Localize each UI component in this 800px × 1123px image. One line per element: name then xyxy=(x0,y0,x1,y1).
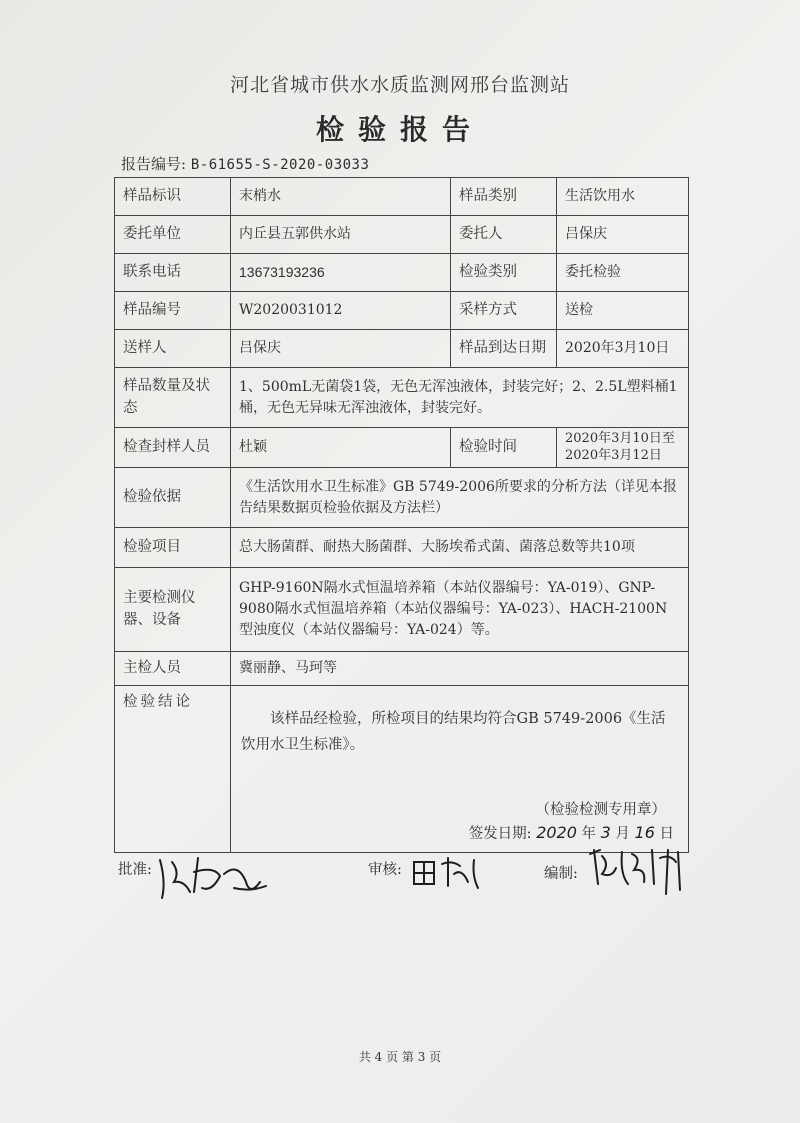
issue-month: 3 xyxy=(600,823,611,843)
instruments-label: 主要检测仪器、设备 xyxy=(115,568,231,652)
approve-label: 批准: xyxy=(118,862,152,878)
approve-signature xyxy=(154,852,274,902)
principal-value: 吕保庆 xyxy=(557,216,689,254)
table-row xyxy=(115,368,689,428)
test-time-end: 2020年3月12日 xyxy=(565,447,662,463)
issue-day-unit: 日 xyxy=(659,826,674,843)
compile-signature xyxy=(584,844,694,900)
inspector-label: 主检人员 xyxy=(115,652,231,686)
review-label: 审核: xyxy=(368,862,402,878)
report-title: 检验报告 xyxy=(315,113,484,146)
report-number-line xyxy=(121,153,369,174)
sample-no-label: 样品编号 xyxy=(115,292,231,330)
sample-type-label: 样品类别 xyxy=(451,178,557,216)
table-row xyxy=(115,330,689,368)
sample-type-value: 生活饮用水 xyxy=(557,178,689,216)
issue-year: 2020 xyxy=(536,823,577,843)
test-time-start: 2020年3月10日至 xyxy=(565,431,675,447)
table-row xyxy=(115,254,689,292)
sample-id-label: 样品标识 xyxy=(115,178,231,216)
principal-label: 委托人 xyxy=(451,216,557,254)
conclusion-label: 检验结论 xyxy=(115,686,231,853)
conclusion-text: 该样品经检验，所检项目的结果均符合GB 5749-2006《生活饮用水卫生标准》。 xyxy=(241,711,666,754)
sample-id-value: 末梢水 xyxy=(231,178,451,216)
sampling-value: 送检 xyxy=(557,292,689,330)
table-row xyxy=(115,686,689,853)
issue-day: 16 xyxy=(634,823,655,843)
table-row xyxy=(115,568,689,652)
test-time-label: 检验时间 xyxy=(451,428,557,468)
organization-name: 河北省城市供水水质监测网邢台监测站 xyxy=(229,74,570,96)
table-row xyxy=(115,468,689,528)
test-type-label: 检验类别 xyxy=(451,254,557,292)
basis-label: 检验依据 xyxy=(115,468,231,528)
table-row xyxy=(115,178,689,216)
quantity-value: 1、500mL无菌袋1袋，无色无浑浊液体，封装完好；2、2.5L塑料桶1桶，无色无异味无浑浊液体，封装完好。 xyxy=(231,368,689,428)
table-row xyxy=(115,652,689,686)
issue-year-unit: 年 xyxy=(581,826,597,843)
client-label: 委托单位 xyxy=(115,216,231,254)
table-row xyxy=(115,528,689,568)
sampling-label: 采样方式 xyxy=(451,292,557,330)
table-row xyxy=(115,428,689,468)
inspector-value: 冀丽静、马珂等 xyxy=(231,652,689,686)
table-row xyxy=(115,216,689,254)
sample-no-value: W2020031012 xyxy=(231,292,451,330)
sealer-value: 杜颖 xyxy=(231,428,451,468)
conclusion-cell xyxy=(231,686,689,853)
issue-month-unit: 月 xyxy=(615,826,630,843)
quantity-label: 样品数量及状态 xyxy=(115,368,231,428)
stamp-label: （检验检测专用章） xyxy=(535,802,666,819)
page-indicator: 共 4 页 第 3 页 xyxy=(358,1050,442,1064)
phone-label: 联系电话 xyxy=(115,254,231,292)
signature-row xyxy=(118,858,698,918)
report-number: B-61655-S-2020-03033 xyxy=(190,157,370,173)
arrival-value: 2020年3月10日 xyxy=(557,330,689,368)
items-value: 总大肠菌群、耐热大肠菌群、大肠埃希式菌、菌落总数等共10项 xyxy=(231,528,689,568)
test-type-value: 委托检验 xyxy=(557,254,689,292)
test-time-value xyxy=(557,428,689,468)
sender-label: 送样人 xyxy=(115,330,231,368)
sealer-label: 检查封样人员 xyxy=(115,428,231,468)
arrival-label: 样品到达日期 xyxy=(451,330,557,368)
sender-value: 吕保庆 xyxy=(231,330,451,368)
basis-value: 《生活饮用水卫生标准》GB 5749-2006所要求的分析方法（详见本报告结果数据页检验依据及方法栏） xyxy=(231,468,689,528)
phone-value: 13673193236 xyxy=(231,254,451,292)
compile-label: 编制: xyxy=(544,866,578,882)
items-label: 检验项目 xyxy=(115,528,231,568)
table-row xyxy=(115,292,689,330)
report-table xyxy=(114,177,689,853)
review-signature xyxy=(408,854,498,894)
issue-date-label: 签发日期: xyxy=(468,826,532,843)
instruments-value: GHP-9160N隔水式恒温培养箱（本站仪器编号：YA-019）、GNP-9080隔水式恒温培养箱（本站仪器编号：YA-023）、HACH-2100N型浊度仪（本站仪器编号：YA-024）等。 xyxy=(231,568,689,652)
issue-date xyxy=(469,821,674,846)
client-value: 内丘县五郭供水站 xyxy=(231,216,451,254)
report-number-label: 报告编号: xyxy=(121,155,187,173)
